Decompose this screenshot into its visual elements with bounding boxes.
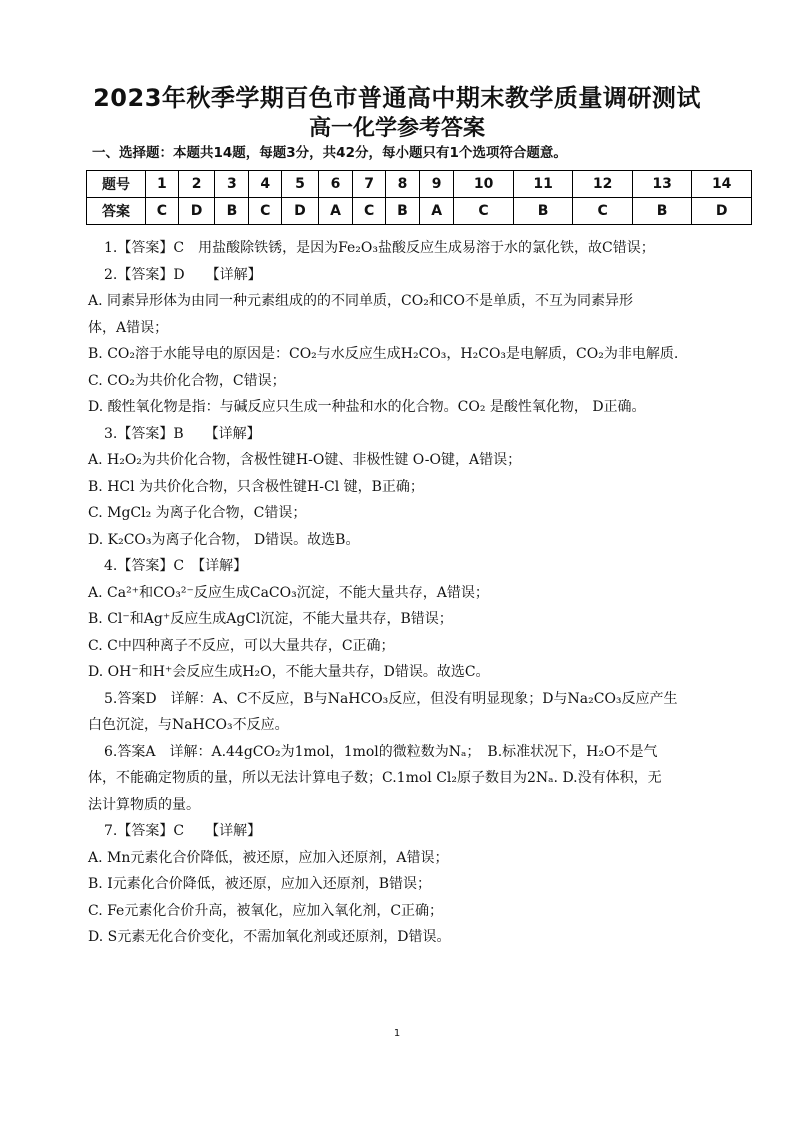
table-cell: 14 (692, 171, 752, 198)
table-cell: 2 (178, 171, 215, 198)
table-cell: D (178, 198, 215, 225)
table-cell: 8 (386, 171, 420, 198)
table-row-answers (87, 198, 752, 225)
text-line: 体，A错误； (88, 319, 169, 336)
table-cell: 4 (249, 171, 282, 198)
text-line: A. Ca²⁺和CO₃²⁻反应生成CaCO₃沉淀，不能大量共存，A错误； (88, 584, 489, 601)
text-line: B. CO₂溶于水能导电的原因是：CO₂与水反应生成H₂CO₃，H₂CO₃是电解质，CO₂为非电解质. (88, 346, 679, 362)
text-line: D. 酸性氧化物是指：与碱反应只生成一种盐和水的化合物。CO₂ 是酸性氧化物， D正确。 (88, 399, 646, 415)
text-line: B. I元素化合价降低，被还原，应加入还原剂，B错误； (88, 876, 432, 892)
table-cell: C (454, 198, 514, 225)
table-cell: 7 (353, 171, 386, 198)
table-cell: 3 (215, 171, 249, 198)
table-cell: 13 (632, 171, 692, 198)
table-cell: D (692, 198, 752, 225)
table-cell: 5 (282, 171, 319, 198)
table-cell: 1 (146, 171, 179, 198)
table-cell: 6 (318, 171, 352, 198)
table-cell: 10 (454, 171, 514, 198)
page-subtitle: 高一化学参考答案 (308, 116, 485, 141)
page-title: 2023年秋季学期百色市普通高中期末教学质量调研测试 (93, 84, 701, 112)
text-line: 6.答案A 详解：A.44gCO₂为1mol，1mol的微粒数为Nₐ； B.标准状况下，H₂O不是气 (104, 743, 658, 760)
table-cell: C (249, 198, 282, 225)
text-line: C. Fe元素化合价升高，被氧化，应加入氧化剂，C正确； (88, 902, 444, 919)
table-cell: C (353, 198, 386, 225)
table-cell: 12 (573, 171, 633, 198)
text-line: C. CO₂为共价化合物，C错误； (88, 372, 286, 389)
table-cell: A (419, 198, 453, 225)
text-line: A. Mn元素化合价降低，被还原，应加入还原剂，A错误； (88, 849, 449, 866)
text-line: D. S元素无化合价变化，不需加氧化剂或还原剂，D错误。 (88, 929, 451, 945)
table-cell: 11 (513, 171, 573, 198)
text-line: 3.【答案】B 【详解】 (104, 425, 261, 442)
text-line: B. HCl 为共价化合物，只含极性键H-Cl 键，B正确； (88, 478, 424, 495)
text-line: A. 同素异形体为由同一种元素组成的的不同单质，CO₂和CO不是单质，不互为同素异形 (88, 293, 633, 309)
row-label-number: 题号 (87, 171, 146, 198)
text-line: 5.答案D 详解：A、C不反应，B与NaHCO₃反应，但没有明显现象；D与Na₂CO₃反应产生 (104, 690, 678, 707)
text-line: 体，不能确定物质的量，所以无法计算电子数；C.1mol Cl₂原子数目为2Nₐ. D.没有体积，无 (88, 770, 662, 786)
table-cell: C (146, 198, 179, 225)
text-line: 2.【答案】D 【详解】 (104, 266, 262, 283)
text-line: A. H₂O₂为共价化合物，含极性键H-O键、非极性键 O-O键，A错误； (88, 452, 522, 468)
text-line: D. OH⁻和H⁺会反应生成H₂O，不能大量共存，D错误。故选C。 (88, 664, 490, 680)
table-cell: B (386, 198, 420, 225)
section-heading: 一、选择题：本题共14题，每题3分，共42分，每小题只有1个选项符合题意。 (92, 145, 567, 161)
text-line: C. MgCl₂ 为离子化合物，C错误； (88, 505, 307, 521)
table-cell: B (215, 198, 249, 225)
text-line: 4.【答案】C 【详解】 (104, 558, 248, 574)
text-line: D. K₂CO₃为离子化合物， D错误。故选B。 (88, 531, 360, 548)
text-line: 法计算物质的量。 (88, 796, 200, 813)
text-line: 7.【答案】C 【详解】 (104, 823, 262, 839)
table-cell: A (318, 198, 352, 225)
text-line: 白色沉淀，与NaHCO₃不反应。 (88, 717, 289, 733)
table-cell: B (632, 198, 692, 225)
row-label-answer: 答案 (87, 198, 146, 225)
table-cell: B (513, 198, 573, 225)
text-line: 1.【答案】C 用盐酸除铁锈，是因为Fe₂O₃盐酸反应生成易溶于水的氯化铁，故C错误； (104, 240, 655, 256)
table-cell: C (573, 198, 633, 225)
text-line: B. Cl⁻和Ag⁺反应生成AgCl沉淀，不能大量共存，B错误； (88, 611, 453, 627)
text-line: C. C中四种离子不反应，可以大量共存，C正确； (88, 637, 395, 654)
table-cell: 9 (419, 171, 453, 198)
answer-table (86, 170, 752, 225)
table-cell: D (282, 198, 319, 225)
answer-explanations (88, 235, 724, 951)
page-number: 1 (393, 1028, 401, 1039)
table-row-numbers (87, 171, 752, 198)
